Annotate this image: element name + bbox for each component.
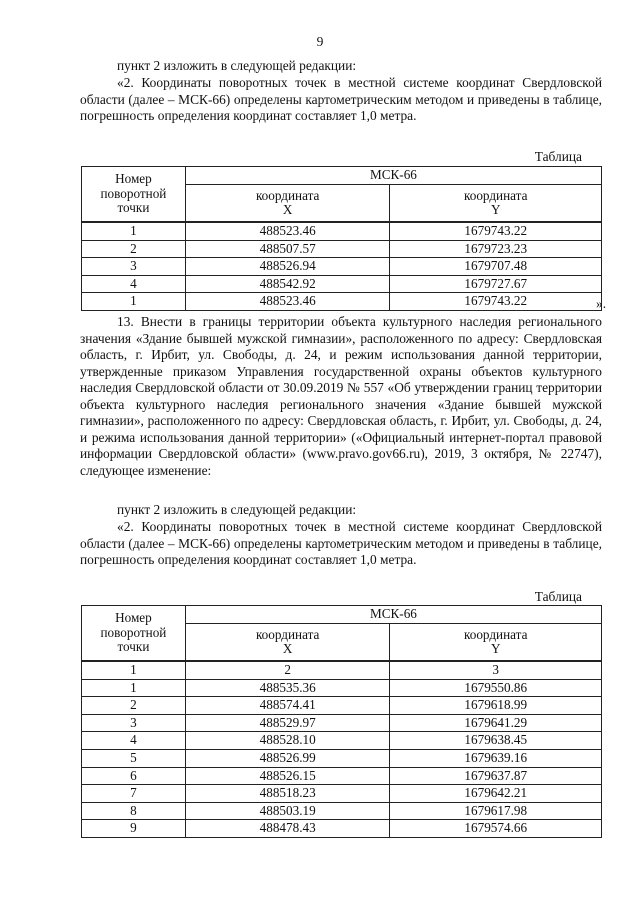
header-system: МСК-66 bbox=[185, 606, 601, 624]
table-row: 4 488528.10 1679638.45 bbox=[82, 732, 602, 750]
table-row: 2 488574.41 1679618.99 bbox=[82, 697, 602, 715]
item-13-paragraph: 13. Внести в границы территории объекта культурного наследия регионального значения «Здание бывшей мужской гимназии», расположенного по адресу: Свердловская область, г. Ирбит, ул. Свободы, д. 24, и режим использования данной территории, утвержденные приказом Управления государственной охраны объектов культурного наследия Свердловской области от 30.09.2019 № 557 «Об утверждении границ территории объекта культурного наследия регионального значения «Здание бывшей мужской гимназии», расположенного по адресу: Свердловская область, г. Ирбит, ул. Свободы, д. 24, и режима использования данной территории» («Официальный интернет-портал правовой информации Свердловской области» (www.pravo.gov66.ru), 2019, 3 октября, № 22747), следующее изменение: bbox=[80, 314, 602, 478]
table-row: 1 488523.46 1679743.22 bbox=[82, 222, 602, 240]
table-row: 6 488526.15 1679637.87 bbox=[82, 767, 602, 785]
lead-text: пункт 2 изложить в следующей редакции: bbox=[117, 502, 357, 517]
header-point-number: Номер поворотной точки bbox=[82, 167, 186, 223]
table-caption: Таблица bbox=[534, 149, 582, 164]
table-row: 8 488503.19 1679617.98 bbox=[82, 802, 602, 820]
coordinates-paragraph: «2. Координаты поворотных точек в местной системе координат Свердловской области (далее – МСК-66) определены картометрическим методом и приведены в таблице, погрешность определения координат составляет 1,0 метра. bbox=[80, 75, 602, 123]
table-row: 4 488542.92 1679727.67 bbox=[82, 275, 602, 293]
header-y: координата Y bbox=[390, 624, 602, 662]
table-row: 1 488535.36 1679550.86 bbox=[82, 679, 602, 697]
page-number: 9 bbox=[316, 34, 324, 49]
lead-text: пункт 2 изложить в следующей редакции: bbox=[117, 58, 357, 73]
coordinates-table bbox=[81, 166, 602, 311]
table-row: 1 488523.46 1679743.22 bbox=[82, 293, 602, 311]
header-x: координата X bbox=[185, 185, 390, 223]
coordinates-paragraph: «2. Координаты поворотных точек в местной системе координат Свердловской области (далее – МСК-66) определены картометрическим методом и приведены в таблице, погрешность определения координат составляет 1,0 метра. bbox=[80, 519, 602, 567]
table-row: 3 488529.97 1679641.29 bbox=[82, 714, 602, 732]
column-numbering-row: 1 2 3 bbox=[82, 661, 602, 679]
header-point-number: Номер поворотной точки bbox=[82, 606, 186, 662]
table-row: 7 488518.23 1679642.21 bbox=[82, 785, 602, 803]
table-row: 3 488526.94 1679707.48 bbox=[82, 258, 602, 276]
table-row: 5 488526.99 1679639.16 bbox=[82, 749, 602, 767]
coordinates-table bbox=[81, 605, 602, 838]
closing-quote: ». bbox=[596, 296, 607, 311]
table-row: 9 488478.43 1679574.66 bbox=[82, 820, 602, 838]
header-x: координата X bbox=[185, 624, 390, 662]
header-y: координата Y bbox=[390, 185, 602, 223]
table-caption: Таблица bbox=[534, 589, 582, 604]
table-row: 2 488507.57 1679723.23 bbox=[82, 240, 602, 258]
header-system: МСК-66 bbox=[185, 167, 601, 185]
